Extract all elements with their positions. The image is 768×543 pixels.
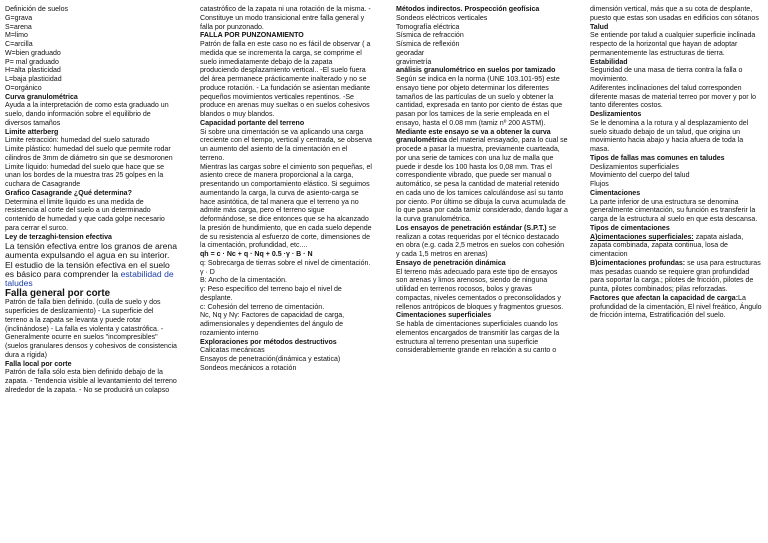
paragraph [396,15,568,24]
paragraph [200,251,372,260]
paragraph [5,6,177,15]
paragraph-text: Patrón de falla bien definido. (culla de suelo y dos superficies de deslizamiento) - La superficie del terreno a la zapata se levanta y puede rotar (inclinándose) - La falla es violenta y catastrófica. - Generalmente ocurre en suelos "incompresibles" (suelos granulares densos y cohesivos de consistencia dura a rígida) [5,299,177,359]
paragraph [200,129,372,164]
paragraph-text: Cimentaciones [590,189,641,197]
paragraph-text: Patrón de falla sólo esta bien definido debajo de la zapata. - Tendencia visible al levantamiento del terreno alrededor de la zapata. - No se producirá un colapso [5,369,177,394]
paragraph [396,129,568,147]
paragraph-text: Capacidad portante del terreno [200,119,305,127]
paragraph-text: H=alta plasticidad [5,67,61,75]
paragraph-text: W=bien graduado [5,49,61,57]
paragraph [396,50,568,59]
paragraph [590,199,762,225]
paragraph [5,129,177,138]
paragraph [396,6,568,15]
paragraph [200,164,372,252]
paragraph-text: O=orgánico [5,84,42,92]
paragraph-text: La parte inferior de una estructura se denomina generalmente cimentación, su función es transferir la carga de la estructura al suelo en que esta descansa. [590,198,758,223]
paragraph-text: Deslizamientos superficiales [590,163,679,171]
paragraph-text: Limite retracción: humedad del suelo saturado [5,137,150,145]
paragraph [590,59,762,68]
paragraph [5,50,177,59]
paragraph [396,269,568,313]
paragraph-text: q: Sobrecarga de tierras sobre el nivel de cimentación. γ · D [200,259,371,276]
paragraph-text: Ley de terzaghi-tension efectiva [5,233,112,241]
paragraph [200,32,372,41]
paragraph [396,260,568,269]
paragraph [200,339,372,348]
paragraph [5,164,177,190]
paragraph-text: M=limo [5,32,28,40]
paragraph [5,59,177,68]
paragraph [5,15,177,24]
paragraph [590,111,762,120]
paragraph [5,199,177,234]
paragraph [200,347,372,356]
paragraph [5,32,177,41]
paragraph [5,242,177,288]
column-1 [5,6,177,396]
paragraph [200,304,372,313]
paragraph-text: Según se indica en la norma (UNE 103.101-95) este ensayo tiene por objeto determinar los diferentes tamaños de las partículas de un suelo y obtener la cantidad, expresada en tanto por ciento de éstas que pasan por los tamices de la serie empleada en el ensayo, hasta el 0.08 mm (tamiz nº 200 ASTM). [396,76,563,127]
paragraph [5,24,177,33]
paragraph [590,181,762,190]
paragraph [5,299,177,360]
paragraph [200,312,372,338]
paragraph-text: Limite atterberg [5,128,59,136]
paragraph [590,260,762,295]
paragraph [396,32,568,41]
paragraph-text: Ensayos de penetración(dinámica y estatica) [200,356,341,363]
paragraph [5,85,177,94]
paragraph [396,41,568,50]
paragraph [590,164,762,173]
paragraph [396,312,568,321]
paragraph-text: Sísmica de refracción [396,32,464,40]
paragraph-text: Falla local por corte [5,360,72,368]
paragraph [200,6,372,32]
paragraph [5,67,177,76]
paragraph-text: Limite plástico: humedad del suelo que permite rodar cilindros de 3mm de diámetro sin que se desmoronen [5,146,173,162]
paragraph [200,41,372,120]
bold-lead-text: Mediante este ensayo se va a obtener la curva granulométrica [396,128,551,145]
paragraph [590,234,762,260]
paragraph-text: Deslizamientos [590,111,642,118]
paragraph [396,24,568,33]
paragraph-text: P= mal graduado [5,58,59,66]
paragraph [5,76,177,85]
paragraph-text: Grafico Casagrande ¿Qué determina? [5,189,132,197]
paragraph-text: Movimiento del cuerpo del talud [590,172,690,180]
paragraph [590,190,762,199]
paragraph [396,59,568,68]
paragraph [590,155,762,164]
paragraph [590,85,762,111]
bold-lead-text: A)cimentaciones superficiales: [590,233,694,241]
paragraph-text: Limite líquido: humedad del suelo que hace que se unan los bordes de la muestra tras 25 golpes en la cuchara de Casagrande [5,163,165,188]
paragraph [590,67,762,85]
paragraph [200,120,372,129]
paragraph [396,76,568,129]
paragraph [5,190,177,199]
paragraph [590,32,762,58]
paragraph [396,225,568,260]
paragraph [200,260,372,278]
paragraph [590,24,762,33]
paragraph-text: Nc, Nq y Nγ: Factores de capacidad de carga, adimensionales y dependientes del ángulo de rozamiento interno [200,312,345,337]
paragraph-text: Se habla de cimentaciones superficiales cuando los elementos encargados de transmitir las cargas de la estructura al terreno presentan una superficie considerablemente grande en relación a su canto o [396,321,560,355]
paragraph-text: gravimetría [396,58,432,66]
paragraph-text: Si sobre una cimentación se va aplicando una carga creciente con el tiempo, vertical y centrada, se observa un aumento del asiento de la cimentación en el terreno. [200,128,372,162]
body-text: La profundidad de la cimentación, El nivel freático, Ángulo de fricción interna, Estratificación del suelo. [590,294,762,320]
paragraph-text: Sísmica de reflexión [396,41,460,48]
paragraph-text: Calicatas mecánicas [200,347,265,355]
paragraph-text: La tensión efectiva entre los granos de arena aumenta expulsando el agua en su interior. El estudio de la tensión efectiva en el suelo es básico para comprender la [5,241,177,279]
paragraph-text: Tipos de cimentaciones [590,224,670,232]
paragraph [5,361,177,370]
bold-lead-text: Factores que afectan la capacidad de carga: [590,294,739,302]
paragraph [200,356,372,365]
paragraph [5,41,177,50]
paragraph-text: Sondeos eléctricos verticales [396,14,488,22]
paragraph [5,94,177,103]
paragraph [590,172,762,181]
paragraph-text: georadar [396,49,425,57]
body-text: zapata aislada, zapata combinada, zapata continua, losa de cimentacion [590,233,744,258]
paragraph-text: Se le denomina a la rotura y al desplazamiento del suelo situado debajo de un talud, que origina un movimiento hacia abajo y hacia afuera de toda la masa. [590,119,749,153]
paragraph-text: Flujos [590,181,609,188]
paragraph [590,6,762,24]
paragraph-text: γ: Peso específico del terreno bajo el nivel de desplante. [200,286,342,302]
paragraph [5,369,177,395]
paragraph [200,286,372,304]
paragraph-text: G=grava [5,14,33,22]
paragraph [200,277,372,286]
paragraph-text: Falla general por corte [5,288,111,300]
paragraph [590,295,762,321]
paragraph-text: Métodos indirectos. Prospección geofísica [396,6,540,13]
column-4 [590,6,762,321]
paragraph-text: Sondeos mecánicos a rotación [200,364,297,372]
paragraph-text: Talud [590,23,609,31]
bold-lead-text: B)cimentaciones profundas: [590,259,686,267]
paragraph [590,120,762,155]
paragraph-text: B: Ancho de la cimentación. [200,277,287,285]
paragraph [5,288,177,299]
paragraph-text: Definición de suelos [5,6,69,13]
body-text: se realizan a cotas requeridas por el técnico destacado en obra (e.g. cada 2,5 metros en suelos con cohesión y cada 1,5 metros en arenas) [396,224,565,258]
bold-lead-text: Los ensayos de penetración estándar (S.P.T.) [396,224,547,232]
paragraph [5,137,177,146]
paragraph [396,146,568,225]
paragraph-text: Ensayo de penetración dinámica [396,259,506,267]
paragraph-text: procede a pasar la muestra, previamente cuarteada, por una serie de tamices con una luz de malla que puede ir desde los 100 hasta los 0,08 mm. Tras el correspondiente vibrado, que puede ser manual o automático, se pesa la cantidad de material retenido en cada uno de los tamices calculándose así su tanto por ciento. Por último se dibuja la curva acumulada de lo que pasa por cada tamiz considerado, dando lugar a la curva granulométrica. [396,146,568,223]
paragraph-text: Adiferentes inclinaciones del talud corresponden diferente masas de material terreo por mover y por lo tanto diferentes costos. [590,84,757,110]
column-3 [396,6,568,356]
paragraph-text: Curva granulométrica [5,93,78,101]
paragraph-text: catastrófico de la zapata ni una rotación de la misma. - Constituye un modo transicional entre falla general y falla por punzonado. [200,6,371,31]
paragraph-text: C=arcilla [5,41,33,48]
body-text: se usa para estructuras mas pesadas cuando se requiere gran profundidad para soportar la carga.; pilotes de fricción, pilotes de punta, pilotes combinados; pilas reforzadas. [590,259,761,293]
paragraph-text: S=arena [5,23,32,31]
paragraph-text: Tipos de fallas mas comunes en taludes [590,154,725,162]
paragraph-text: Seguridad de una masa de tierra contra la falla o movimiento. [590,67,743,83]
paragraph-text: FALLA POR PUNZONAMIENTO [200,32,304,40]
paragraph-text: Exploraciones por métodos destructivos [200,338,337,346]
paragraph-text: Tomografía eléctrica [396,23,460,31]
paragraph-text: qh = c · Nc + q · Nq + 0.5 ·γ · B · N [200,251,313,258]
paragraph-text: Ayuda a la interpretación de como esta graduado un suelo, dando información sobre el equilibrio de diversos tamaños [5,102,169,127]
paragraph-text: Mientras las cargas sobre el cimiento son pequeñas, el asiento crece de manera proporcional a la carga, presentando un comportamiento elástico. Si seguimos aumentando la carga, la curva de asiento-carga se hace asintótica, de tal manera que el terreno ya no admite más carga, pero el terreno sigue deformándose, se dice entonces que se ha alcanzado la presión de hundimiento, que en cada suelo depende de su resistencia al esfuerzo de corte, dimensiones de la cimentación, profundidad, etc.... [200,163,372,250]
paragraph-text: Determina el limite liquido es una medida de resistencia al corte del suelo a un determinado contenido de humedad y que cada golpe necesario para cerrar el surco. [5,198,165,232]
paragraph-text: L=baja plasticidad [5,76,62,83]
paragraph-text: análisis granulométrico en suelos por tamizado [396,67,556,75]
paragraph-text: Se entiende por talud a cualquier superficie inclinada respecto de la horizontal que hayan de adoptar permanentemente las estructuras de tierra. [590,32,756,57]
paragraph-text: Cimentaciones superficiales [396,312,492,320]
paragraph [200,365,372,374]
inline-link[interactable]: estabilidad de taludes [5,268,174,289]
paragraph [5,102,177,128]
paragraph-text: dimensión vertical, más que a su cota de desplante, puesto que estas son usadas en edificios con sótanos [590,6,759,22]
paragraph [396,321,568,356]
paragraph [590,225,762,234]
paragraph-text: Patrón de falla en este caso no es fácil de observar ( a medida que se incrementa la carga, se comprime el suelo inmediatamente debajo de la zapata produciendo desplazamiento vertical.. -El suelo fuera del área permanece prácticamente inalterado y no se produce rotación. - La fundación se asientan mediante pequeños movimientos verticales repentinos. -Se produce en arenas muy sueltas o en suelos cohesivos blandos o muy blandos. [200,41,371,118]
paragraph-text: c: Cohesión del terreno de cimentación. [200,303,325,311]
paragraph [5,146,177,164]
paragraph [396,67,568,76]
paragraph-text: El terreno más adecuado para este tipo de ensayos son arenas y limos arenosos, siendo de ninguna utilidad en terrenos rocosos, bolos y gravas compactas, niveles cementados o preconsolidados y rellenos antrópicos de bloques y fragmentos gruesos. [396,268,564,311]
body-text: del material ensayado, para lo cual se [446,137,568,145]
paragraph-text: Estabilidad [590,58,628,66]
column-2 [200,6,372,374]
